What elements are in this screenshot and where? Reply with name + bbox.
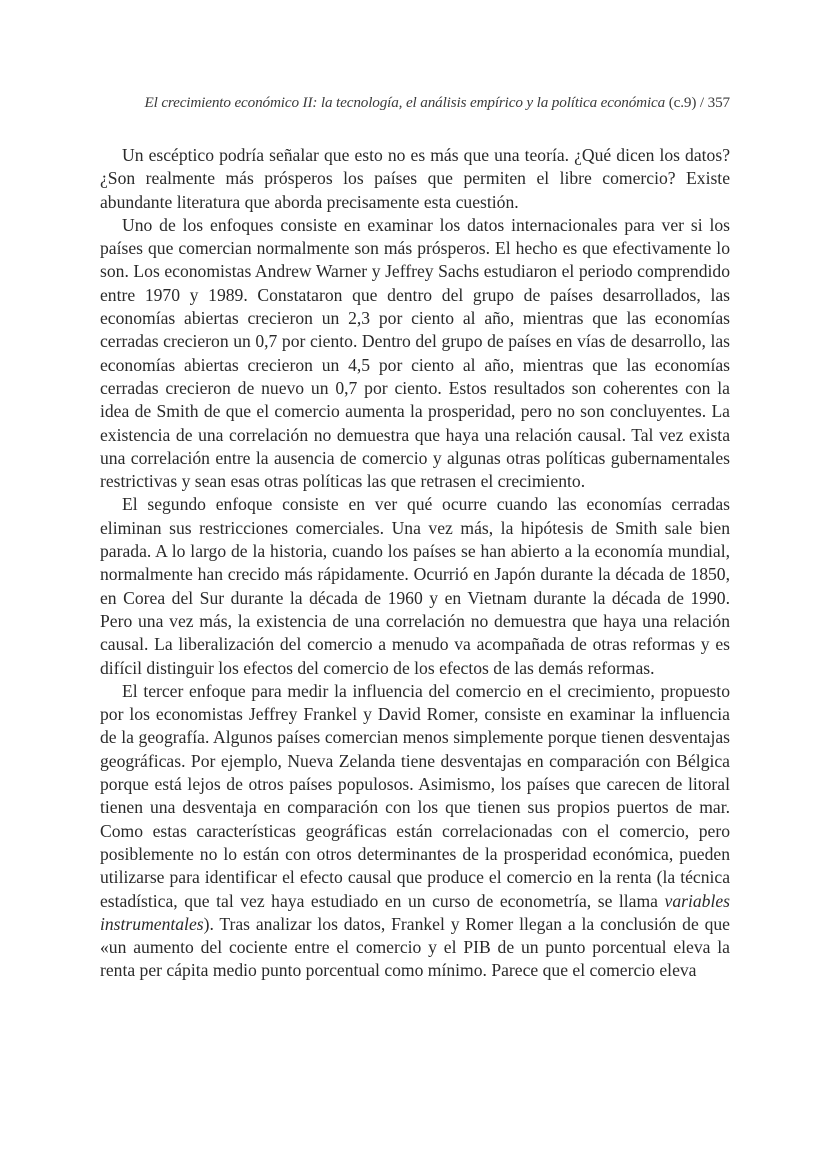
paragraph-2: Uno de los enfoques consiste en examinar los datos internacionales para ver si los países que comercian normalmente son más prósperos. El hecho es que efectivamente lo son. Los economistas Andrew Warner y Jeffrey Sachs estudiaron el periodo comprendido entre 1970 y 1989. Constataron que dentro del grupo de países desarrollados, las economías abiertas crecieron un 2,3 por ciento al año, mientras que las economías cerradas crecieron un 0,7 por ciento. Dentro del grupo de países en vías de desarrollo, las economías abiertas crecieron un 4,5 por ciento al año, mientras que las economías cerradas crecieron de nuevo un 0,7 por ciento. Estos resultados son coherentes con la idea de Smith de que el comercio aumenta la prosperidad, pero no son concluyentes. La existencia de una correlación no demuestra que haya una relación causal. Tal vez exista una correlación entre la ausencia de comercio y algunas otras políticas gubernamentales restrictivas y sean esas otras políticas las que retrasen el crecimiento.: [100, 214, 730, 492]
running-head: [100, 94, 730, 112]
paragraph-3: El segundo enfoque consiste en ver qué ocurre cuando las economías cerradas eliminan sus restricciones comerciales. Una vez más, la hipótesis de Smith sale bien parada. A lo largo de la historia, cuando los países se han abierto a la economía mundial, normalmente han crecido más rápidamente. Ocurrió en Japón durante la década de 1850, en Corea del Sur durante la década de 1960 y en Vietnam durante la década de 1990. Pero una vez más, la existencia de una correlación no demuestra que haya una relación causal. La liberalización del comercio a menudo va acompañada de otras reformas y es difícil distinguir los efectos del comercio de los efectos de las demás reformas.: [100, 494, 730, 678]
paragraph-4-text-a: El tercer enfoque para medir la influencia del comercio en el crecimiento, propuesto por los economistas Jeffrey Frankel y David Romer, consiste en examinar la influencia de la geografía. Algunos países comercian menos simplemente porque tienen desventajas geográficas. Por ejemplo, Nueva Zelanda tiene desventajas en comparación con Bélgica porque está lejos de otros países populosos. Asimismo, los países que carecen de litoral tienen una desventaja en comparación con los que tienen sus propios puertos de mar. Como estas características geográficas están correlacionadas con el comercio, pero posiblemente no lo están con otros determinantes de la prosperidad económica, pueden utilizarse para identificar el efecto causal que produce el comercio en la renta (la técnica estadística, que tal vez haya estudiado en un curso de econometría, se llama: [100, 680, 730, 911]
body-text: [100, 144, 730, 983]
paragraph-4-text-b: ). Tras analizar los datos, Frankel y Romer llegan a la conclusión de que «un aumento del cociente entre el comercio y el PIB de un punto porcentual eleva la renta per cápita medio punto porcentual como mínimo. Parece que el comercio eleva: [100, 913, 730, 981]
running-head-chapter: (c.9): [668, 94, 697, 111]
paragraph-4: [100, 680, 730, 983]
page-number: 357: [707, 94, 730, 111]
running-head-title: El crecimiento económico II: la tecnología, el análisis empírico y la política económica: [144, 94, 666, 111]
paragraph-1: Un escéptico podría señalar que esto no es más que una teoría. ¿Qué dicen los datos? ¿Son realmente más prósperos los países que permiten el libre comercio? Existe abundante literatura que aborda precisamente esta cuestión.: [100, 145, 730, 212]
italic-term: variables instrumentales: [100, 890, 730, 934]
running-head-separator: /: [699, 94, 704, 111]
